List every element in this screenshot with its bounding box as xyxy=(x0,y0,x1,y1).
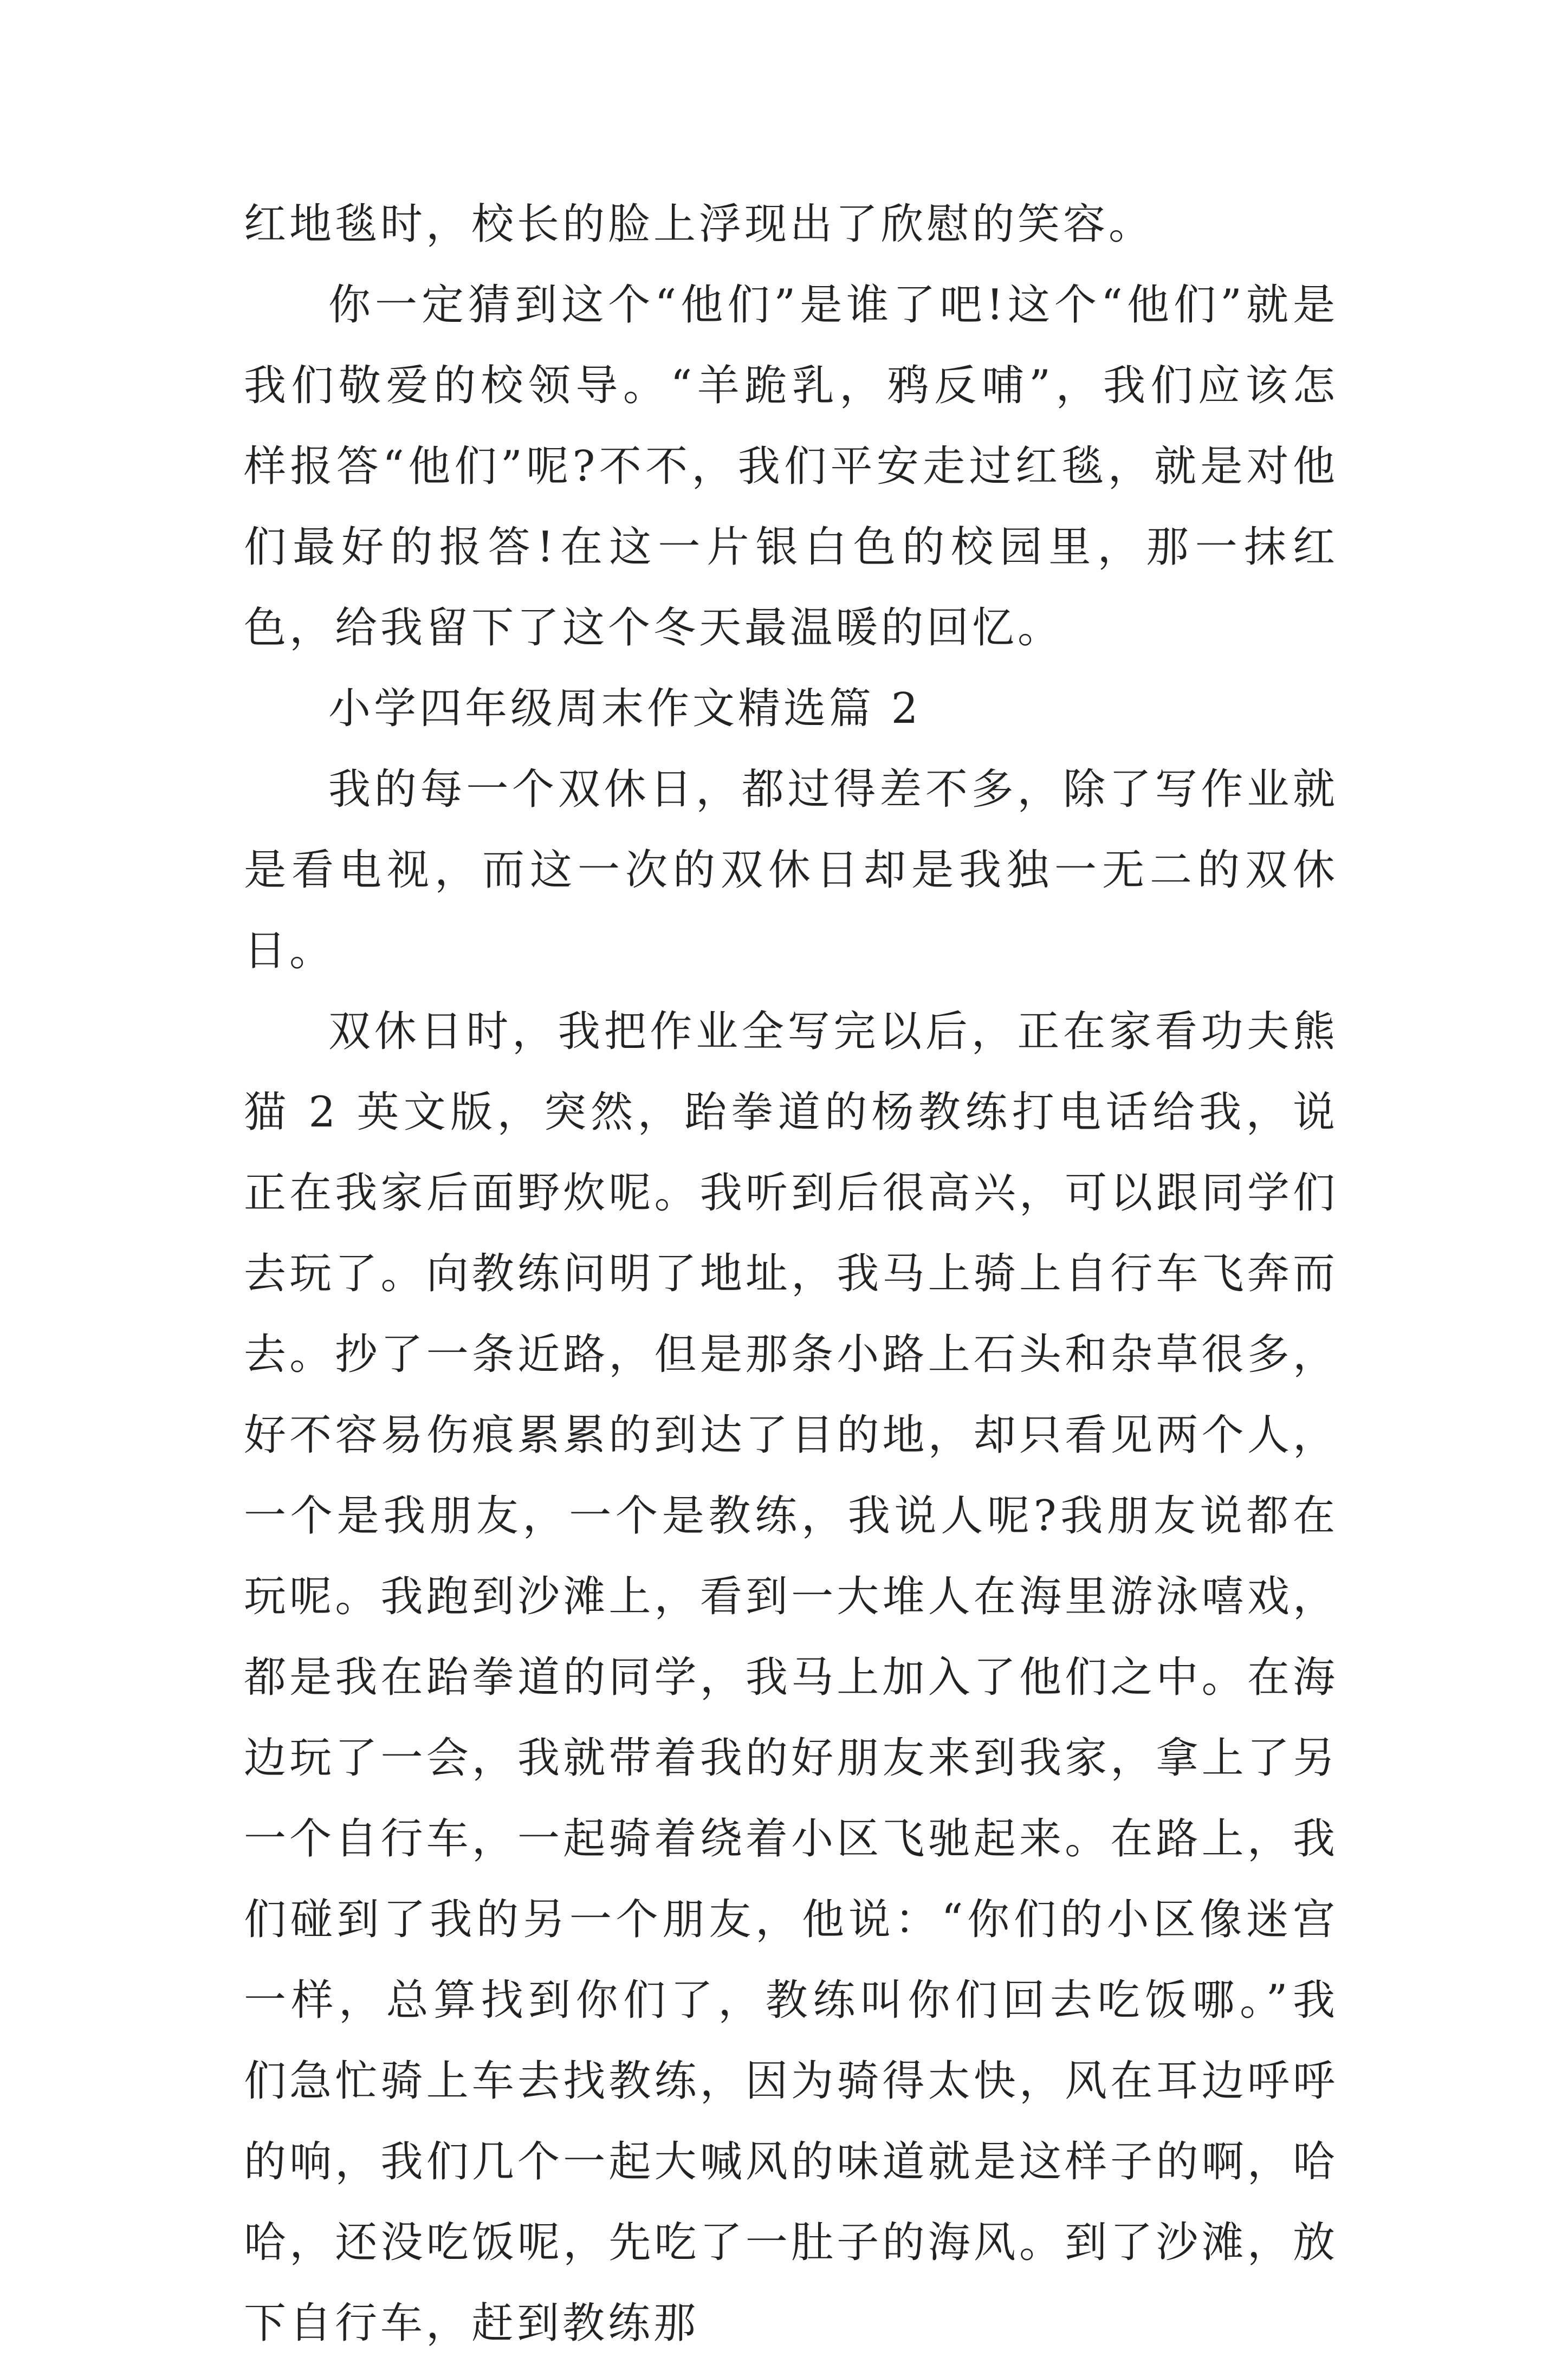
continued-paragraph: 红地毯时，校长的脸上浮现出了欣慰的笑容。 xyxy=(244,200,1155,249)
paragraph-weekend-story: 双休日时，我把作业全写完以后，正在家看功夫熊猫 2 英文版，突然，跆拳道的杨教练打电话给我，说正在我家后面野炊呢。我听到后很高兴，可以跟同学们去玩了。向教练问明了地址，我马上骑上自行车飞奔而去。抄了一条近路，但是那条小路上石头和杂草很多，好不容易伤痕累累的到达了目的地，却只看见两个人，一个是我朋友，一个是教练，我说人呢?我朋友说都在玩呢。我跑到沙滩上，看到一大堆人在海里游泳嘻戏，都是我在跆拳道的同学，我马上加入了他们之中。在海边玩了一会，我就带着我的好朋友来到我家，拿上了另一个自行车，一起骑着绕着小区飞驰起来。在路上，我们碰到了我的另一个朋友，他说：“你们的小区像迷宫一样，总算找到你们了，教练叫你们回去吃饭哪。”我们急忙骑上车去找教练，因为骑得太快，风在耳边呼呼的响，我们几个一起大喊风的味道就是这样子的啊，哈哈，还没吃饭呢，先吃了一肚子的海风。到了沙滩，放下自行车，赶到教练那 xyxy=(244,1007,1338,2348)
section-title: 小学四年级周末作文精选篇 2 xyxy=(328,684,922,733)
paragraph-weekend-intro: 我的每一个双休日，都过得差不多，除了写作业就是看电视，而这一次的双休日却是我独一无二的双休日。 xyxy=(244,765,1338,975)
paragraph-school-leaders: 你一定猜到这个“他们”是谁了吧!这个“他们”就是我们敬爱的校领导。“羊跪乳，鸦反哺”，我们应该怎样报答“他们”呢?不不，我们平安走过红毯，就是对他们最好的报答!在这一片银白色的校园里，那一抹红色，给我留下了这个冬天最温暖的回忆。 xyxy=(244,281,1338,652)
document-body xyxy=(244,184,1338,2364)
